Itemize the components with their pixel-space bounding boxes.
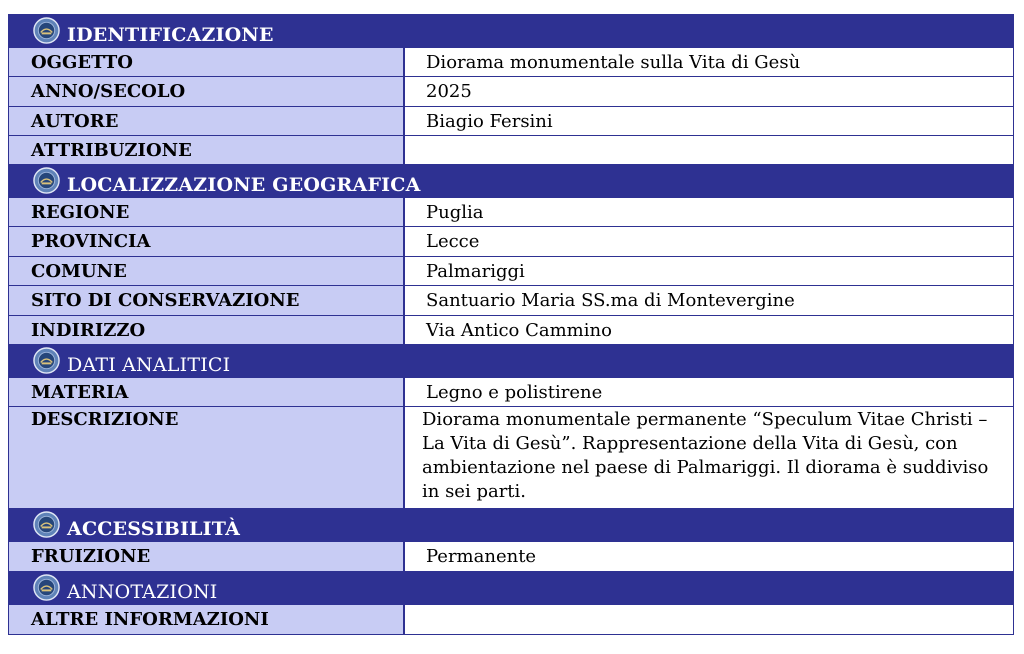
field-value bbox=[405, 136, 1013, 164]
field-value: Puglia bbox=[405, 198, 1013, 226]
field-value: Lecce bbox=[405, 227, 1013, 256]
circular-emblem-icon bbox=[33, 17, 60, 44]
field-value: Palmariggi bbox=[405, 257, 1013, 285]
field-label: REGIONE bbox=[9, 198, 405, 226]
field-label: ANNO/SECOLO bbox=[9, 77, 405, 106]
circular-emblem-icon bbox=[33, 347, 60, 374]
field-row-descrizione bbox=[9, 407, 1013, 509]
field-row-oggetto bbox=[9, 48, 1013, 77]
section-header-localizzazione bbox=[9, 165, 1013, 198]
field-value: 2025 bbox=[405, 77, 1013, 106]
circular-emblem-icon bbox=[33, 574, 60, 601]
field-row-anno-secolo bbox=[9, 77, 1013, 107]
field-value bbox=[405, 605, 1013, 634]
catalog-sheet bbox=[8, 14, 1014, 635]
section-title: ANNOTAZIONI bbox=[67, 581, 218, 603]
field-label: SITO DI CONSERVAZIONE bbox=[9, 286, 405, 315]
field-label: MATERIA bbox=[9, 378, 405, 406]
field-value: Legno e polistirene bbox=[405, 378, 1013, 406]
section-title: IDENTIFICAZIONE bbox=[67, 24, 274, 46]
field-row-attribuzione bbox=[9, 136, 1013, 165]
field-label: COMUNE bbox=[9, 257, 405, 285]
field-row-sito-di-conservazione bbox=[9, 286, 1013, 316]
field-label: OGGETTO bbox=[9, 48, 405, 76]
field-label: ATTRIBUZIONE bbox=[9, 136, 405, 164]
field-value: Diorama monumentale sulla Vita di Gesù bbox=[405, 48, 1013, 76]
field-label: INDIRIZZO bbox=[9, 316, 405, 344]
section-title: DATI ANALITICI bbox=[67, 354, 231, 376]
section-title: ACCESSIBILITÀ bbox=[67, 518, 241, 540]
field-label: PROVINCIA bbox=[9, 227, 405, 256]
field-row-regione bbox=[9, 198, 1013, 227]
field-label: DESCRIZIONE bbox=[9, 407, 405, 508]
field-label: AUTORE bbox=[9, 107, 405, 135]
field-row-indirizzo bbox=[9, 316, 1013, 345]
circular-emblem-icon bbox=[33, 167, 60, 194]
section-header-annotazioni bbox=[9, 572, 1013, 605]
section-header-identificazione bbox=[9, 15, 1013, 48]
section-header-dati-analitici bbox=[9, 345, 1013, 378]
field-value: Diorama monumentale permanente “Speculum Vitae Christi – La Vita di Gesù”. Rappresentazione della Vita di Gesù, con ambientazione nel paese di Palmariggi. Il diorama è suddiviso in sei parti. bbox=[405, 407, 1013, 508]
field-value: Santuario Maria SS.ma di Montevergine bbox=[405, 286, 1013, 315]
field-value: Via Antico Cammino bbox=[405, 316, 1013, 344]
field-row-altre-informazioni bbox=[9, 605, 1013, 634]
field-row-materia bbox=[9, 378, 1013, 407]
field-row-fruizione bbox=[9, 542, 1013, 572]
field-row-autore bbox=[9, 107, 1013, 136]
section-header-accessibilita bbox=[9, 509, 1013, 542]
circular-emblem-icon bbox=[33, 511, 60, 538]
field-row-provincia bbox=[9, 227, 1013, 257]
field-row-comune bbox=[9, 257, 1013, 286]
field-value: Biagio Fersini bbox=[405, 107, 1013, 135]
section-title: LOCALIZZAZIONE GEOGRAFICA bbox=[67, 174, 421, 196]
field-label: FRUIZIONE bbox=[9, 542, 405, 571]
field-label: ALTRE INFORMAZIONI bbox=[9, 605, 405, 634]
field-value: Permanente bbox=[405, 542, 1013, 571]
